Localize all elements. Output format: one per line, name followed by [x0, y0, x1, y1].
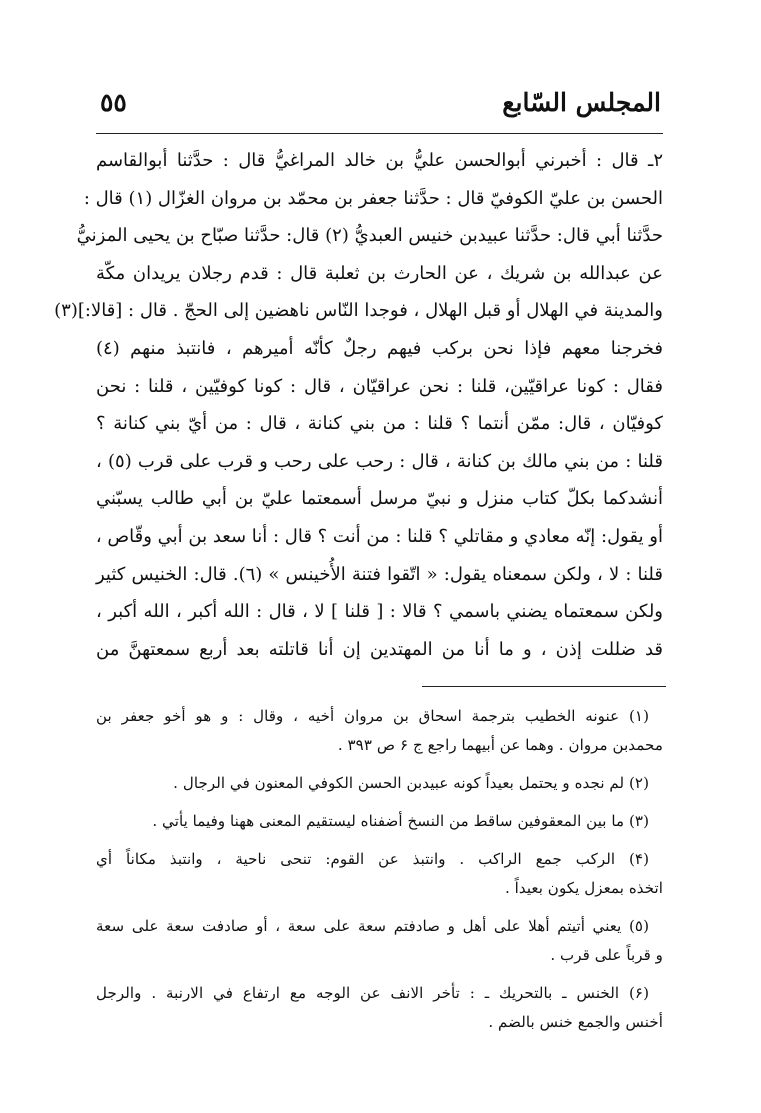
text-line: حدَّثنا أبي قال: حدَّثنا عبيدبن خنيس العبديُّ (٢) قال: حدَّثنا صبّاح بن يحيى المزنيُّ	[76, 225, 663, 247]
footnote-separator	[422, 686, 666, 687]
text-line: فقال : كونا عراقيّين، قلنا : نحن عراقيّان ، قال : كونا كوفيّين ، قلنا : نحن	[96, 375, 663, 397]
footnote-number: (٣)	[628, 812, 649, 830]
text-line: قد ضللت إذن ، و ما أنا من المهتدين إن أنا قاتلته بعد أربع سمعتهنَّ من	[96, 638, 663, 660]
footnote-line	[96, 769, 663, 798]
footnote-line: اتخذه بمعزل يكون بعيداً .	[504, 879, 663, 897]
header-rule	[96, 133, 663, 134]
footnote-line	[96, 702, 663, 731]
text-line: قلنا : لا ، ولكن سمعناه يقول: « اتّقوا فتنة الأُخينس » (٦). قال: الخنيس كثير	[96, 563, 663, 585]
footnotes	[96, 702, 663, 1037]
footnote-number: (۴)	[628, 850, 649, 868]
footnote-line	[96, 845, 663, 874]
text-line: ولكن سمعتماه يضني باسمي ؟ قالا : [ قلنا ] لا ، قال : الله أكبر ، الله أكبر ،	[96, 601, 663, 623]
footnote-number: (٥)	[628, 917, 650, 935]
footnote-number: (١)	[628, 707, 650, 725]
footnote-text: لم نجده و يحتمل بعيداً كونه عبيدبن الحسن الكوفي المعنون في الرجال .	[173, 774, 625, 792]
text-line: كوفيّان ، قال: ممّن أنتما ؟ قلنا : من بني كنانة ، قال : من أيّ بني كنانة ؟	[96, 413, 663, 435]
text-line: الحسن بن عليّ الكوفيّ قال : حدَّثنا جعفر بن محمّد بن مروان الغزّال (١) قال :	[83, 187, 663, 209]
footnote-6	[96, 979, 663, 1037]
footnote-line	[96, 807, 663, 836]
footnote-line: أخنس والجمع خنس بالضم .	[488, 1013, 663, 1031]
footnote-number: (۶)	[628, 984, 650, 1002]
text-line: عن عبدالله بن شريك ، عن الحارث بن ثعلبة قال : قدم رجلان يريدان مكّة	[96, 262, 663, 284]
text-line: والمدينة في الهلال أو قبل الهلال ، فوجدا النّاس ناهضين إلى الحجّ . قال : [قالا:](٣)	[54, 300, 663, 322]
footnote-4	[96, 845, 663, 903]
footnote-2	[96, 769, 663, 798]
text-line: ٢ـ قال : أخبرني أبوالحسن عليُّ بن خالد المراغيُّ قال : حدَّثنا أبوالقاسم	[96, 150, 663, 171]
text-line: قلنا : من بني مالك بن كنانة ، قال : رحب على رحب و قرب على قرب (٥) ،	[96, 450, 663, 472]
footnote-text: عنونه الخطيب بترجمة اسحاق بن مروان أخيه ، وقال : و هو أخو جعفر بن	[96, 707, 620, 725]
footnote-line	[96, 979, 663, 1008]
text-line: أنشدكما بكلّ كتاب منزل و نبيّ مرسل أسمعتما عليّ بن أبي طالب يسبّني	[96, 488, 663, 510]
footnote-line: محمدبن مروان . وهما عن أبيهما راجع ج ۶ ص ۳۹۳ .	[337, 736, 663, 754]
footnote-text: يعني أتيتم أهلا على أهل و صادفتم سعة على سعة ، أو صادفت سعة على سعة	[96, 917, 622, 935]
text-line: فخرجنا معهم فإذا نحن بركب فيهم رجلٌ كأنّه أميرهم ، فانتبذ منهم (٤)	[96, 337, 663, 359]
footnote-5	[96, 912, 663, 970]
page-number: ٥٥	[100, 88, 127, 117]
main-text	[54, 142, 663, 668]
footnote-number: (٢)	[628, 774, 649, 792]
footnote-line: و قرباً على قرب .	[550, 946, 663, 964]
page-header	[100, 88, 661, 128]
footnote-3	[96, 807, 663, 836]
footnote-text: الركب جمع الراكب . وانتبذ عن القوم: تنحى ناحية ، وانتبذ مكاناً أي	[96, 850, 616, 868]
footnote-1	[96, 702, 663, 760]
running-title: المجلس السّابع	[502, 88, 661, 117]
footnote-line	[96, 912, 663, 941]
text-line: أو يقول: إنّه معادي و مقاتلي ؟ قلنا : من أنت ؟ قال : أنا سعد بن أبي وقّاص ،	[95, 525, 663, 547]
footnote-text: ما بين المعقوفين ساقط من النسخ أضفناه ليستقيم المعنى ههنا وفيما يأتي .	[152, 812, 625, 830]
footnote-text: الخنس ـ بالتحريك ـ : تأخر الانف عن الوجه مع ارتفاع في الارنبة . والرجل	[96, 984, 620, 1002]
